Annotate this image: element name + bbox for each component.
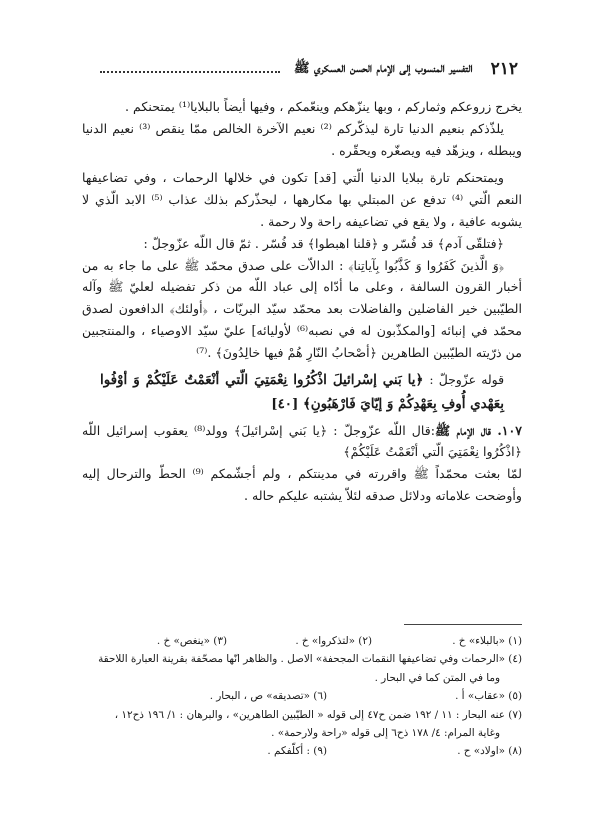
footnote-1: (١) «بالبلاء» خ . xyxy=(452,635,522,647)
footnote-divider xyxy=(404,624,522,625)
running-title: التفسير المنسوب إلى الإمام الحسن العسكري ﷺ xyxy=(293,60,473,76)
paragraph-6-text: :قال اللّه عزّوجلّ : ﴿يا بَني إسْرائيلَ﴾ وولد⁽⁸⁾ يعقوب إسرائيل اللّه ﴿اذْكُرُوا نِعْمَتِيَ الّتي أنْعَمْتُ عَلَيْكُمْ﴾ xyxy=(82,422,522,460)
footnote-5: (٥) «عقاب» أ . xyxy=(455,690,522,703)
section-title: ١٠٧. قال الإمام ﷺ xyxy=(435,422,522,438)
footnote-4-continued: وما في المتن كما في البحار . xyxy=(374,671,500,684)
footnote-7-continued: وغاية المرام: ٤/ ١٧٨ ذح٦ إلى قوله «راحة ولارحمة» . xyxy=(271,727,500,740)
footnote-9: (٩) : أكلّفكم . xyxy=(267,745,327,758)
footnotes xyxy=(82,632,522,761)
main-text xyxy=(82,96,522,507)
paragraph-3: ويمتحنكم تارة ببلايا الدنيا الّتي [قد] تكون في خلالها الرحمات ، وفي تضاعيفها النعم الّتي ⁽⁴⁾ تدفع عن المبتلي بها مكارهها ، ليحذّركم بذلك عذاب ⁽⁵⁾ الابد الّذي لا يشوبه عافية ، ولا يقع في تضاعيفه راحة ولا رحمة . xyxy=(82,170,523,229)
quran-verse-block xyxy=(100,368,504,416)
header-dotted-rule xyxy=(100,65,280,73)
quran-verse: ﴿يا بَني إسْرائيلَ اذْكُرُوا نِعْمَتِيَ الّتي أنْعَمْتُ عَلَيْكُمْ وَ أوْفُوا بِعَهْدي أُوفِ بِعَهْدِكُمْ وَ إيّايَ فَارْهَبُونِ﴾ [٤٠] xyxy=(100,371,504,412)
footnote-row xyxy=(82,632,522,650)
paragraph-7: لمّا بعثت محمّداً ﷺ واقررته في مدينتكم ، ولم أجشّمكم ⁽⁹⁾ الحطّ والترحال إليه وأوضحت علاماته ودلائل صدقه لئلاّ يشتبه عليكم حاله . xyxy=(82,466,522,503)
paragraph-6 xyxy=(82,420,522,464)
footnote-4: (٤) «الرحمات وفي تضاعيفها النقمات المجحفة» الاصل . والظاهر انّها مصحّفة بقرينة العبارة اللاحقة xyxy=(98,653,522,666)
footnote-row xyxy=(82,687,522,705)
paragraph-1: يخرج زروعكم وثماركم ، وبها ينزّهكم وينعّمكم ، وفيها أيضاً بالبلايا⁽¹⁾ يمتحنكم . xyxy=(125,99,522,114)
paragraph-4: ﴿فتلقّى آدم﴾ قد فُسّر و ﴿قلنا اهبطوا﴾ قد فُسّر . ثمّ قال اللّه عزّوجلّ : xyxy=(143,235,504,251)
verse-intro: قوله عزّوجلّ : xyxy=(429,371,504,387)
footnote-6: (٦) «تصديقه» ص ، البحار . xyxy=(209,690,327,703)
page-number: ٢١٢ xyxy=(490,59,518,79)
footnote-7: (٧) عنه البحار : ١١ / ١٩٢ ضمن ح٤٧ إلى قوله « الطيّبين الطاهرين» ، والبرهان : ١/ ١٩٦ ذح١٢ ، xyxy=(114,708,522,721)
footnote-8: (٨) «اولاد» ح . xyxy=(457,745,522,758)
footnote-2: (٢) «لتذكروا» خ . xyxy=(295,635,372,647)
paragraph-2: يلذّذكم بنعيم الدنيا تارة ليذكّركم ⁽²⁾ نعيم الآخرة الخالص ممّا ينقص ⁽³⁾ نعيم الدنيا ويبطله ، ويزهّد فيه ويصغّره ويحقّره . xyxy=(82,120,522,158)
paragraph-5: ﴿وَ الَّذينَ كَفَرُوا وَ كَذَّبُوا بِآياتِنا﴾ : الدالاّت على صدق محمّد ﷺ على ما جاء به من أخبار القرون السالفة ، وعلى ما أدّاه إلى عباد اللّه من ذكر تفضيله لعليّ ﷺ وآله الطيّبين خير الفاضلين والفاضلات بعد محمّد سيّد البريّات ، ﴿أولئك﴾ الدافعون لصدق محمّد في إنبائه [والمكذّبون له في نصبه⁽⁶⁾ لأوليائه] عليّ سيّد الاوصياء ، والمنتجبين من ذرّيته الطيّبين الطاهرين ﴿أصْحابُ النّارِ هُمْ فيها خالِدُونَ﴾ .⁽⁷⁾ xyxy=(82,257,522,360)
footnote-3: (٣) «ينغص» خ . xyxy=(156,635,227,647)
footnote-row xyxy=(82,742,522,760)
page-header xyxy=(86,58,518,80)
